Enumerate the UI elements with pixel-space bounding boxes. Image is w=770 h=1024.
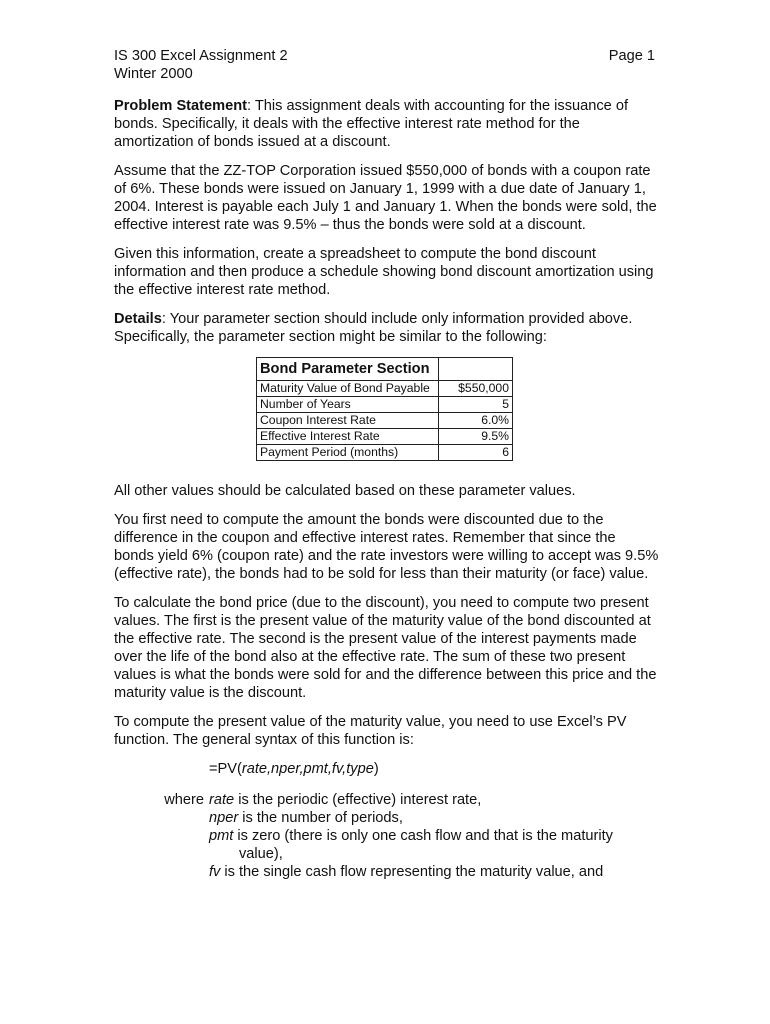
document-header [114,47,288,83]
problem-statement-paragraph [114,97,659,151]
def-fv [209,863,613,881]
document-body [114,97,659,881]
where-section [114,791,659,881]
param-value: $550,000 [439,381,513,397]
problem-statement-text: : This assignment deals with accounting for the issuance of bonds. Specifically, it deals with the effective interest rate method for the amortization of bonds issued at a discount. [114,98,628,150]
def-term: nper [209,810,239,826]
param-label: Payment Period (months) [257,445,439,461]
page-number: Page 1 [608,48,655,64]
table-row [257,429,513,445]
def-nper [209,809,613,827]
def-text: is the number of periods, [238,810,403,826]
def-text: is the single cash flow representing the maturity value, and [220,864,604,880]
def-term: fv [209,864,221,880]
param-label: Effective Interest Rate [257,429,439,445]
table-row [257,413,513,429]
table-row [257,445,513,461]
param-value: 5 [439,397,513,413]
def-text: is the periodic (effective) interest rate, [234,792,482,808]
param-value: 9.5% [439,429,513,445]
table-header-blank [439,358,513,381]
parameter-table-wrapper [256,357,659,461]
table-row [257,397,513,413]
def-term: rate [209,792,235,808]
def-term: pmt [209,828,234,844]
details-text: : Your parameter section should include only information provided above. Specifically, the parameter section might be similar to the following: [114,311,633,345]
param-label: Maturity Value of Bond Payable [257,381,439,397]
def-pmt [209,827,613,845]
def-text: value), [239,846,283,862]
term-label: Winter 2000 [114,66,193,82]
argument-definitions [209,791,613,881]
formula-suffix: ) [373,761,379,777]
details-paragraph [114,310,659,346]
discount-paragraph: You first need to compute the amount the bonds were discounted due to the difference in the coupon and effective interest rates. Remember that since the bonds yield 6% (coupon rate) and the rate investors were willing to accept was 9.5% (effective rate), the bonds had to be sold for less than their maturity (or face) value. [114,512,659,582]
param-label: Number of Years [257,397,439,413]
param-value: 6.0% [439,413,513,429]
param-value: 6 [439,445,513,461]
def-rate [209,791,613,809]
pv-intro-paragraph: To compute the present value of the maturity value, you need to use Excel’s PV function. The general syntax of this function is: [114,714,627,748]
def-text: is zero (there is only one cash flow and that is the maturity [233,828,613,844]
where-label: where [164,792,204,808]
pv-formula [209,760,659,778]
table-header-row [257,358,513,381]
course-title: IS 300 Excel Assignment 2 [114,48,288,64]
table-title: Bond Parameter Section [257,358,439,381]
bond-parameter-table [256,357,513,461]
formula-args: rate,nper,pmt,fv,type [241,761,374,777]
bond-price-paragraph: To calculate the bond price (due to the discount), you need to compute two present values. The first is the present value of the maturity value of the bond discounted at the effective rate. The second is the present value of the interest payments made over the life of the bond also at the effective rate. The sum of these two present values is what the bonds were sold for and the difference between this price and the maturity value is the discount. [114,595,657,701]
details-label: Details [114,311,162,327]
table-row [257,381,513,397]
given-paragraph: Given this information, create a spreadsheet to compute the bond discount information and then produce a schedule showing bond discount amortization using the effective interest rate method. [114,246,654,298]
param-label: Coupon Interest Rate [257,413,439,429]
def-pmt-continued [209,845,613,863]
assumption-paragraph: Assume that the ZZ-TOP Corporation issued $550,000 of bonds with a coupon rate of 6%. These bonds were issued on January 1, 1999 with a due date of January 1, 2004. Interest is payable each July 1 and January 1. When the bonds were sold, the effective interest rate was 9.5% – thus the bonds were sold at a discount. [114,163,657,233]
problem-statement-label: Problem Statement [114,98,247,114]
other-values-paragraph: All other values should be calculated based on these parameter values. [114,483,576,499]
formula-prefix: =PV( [209,761,242,777]
